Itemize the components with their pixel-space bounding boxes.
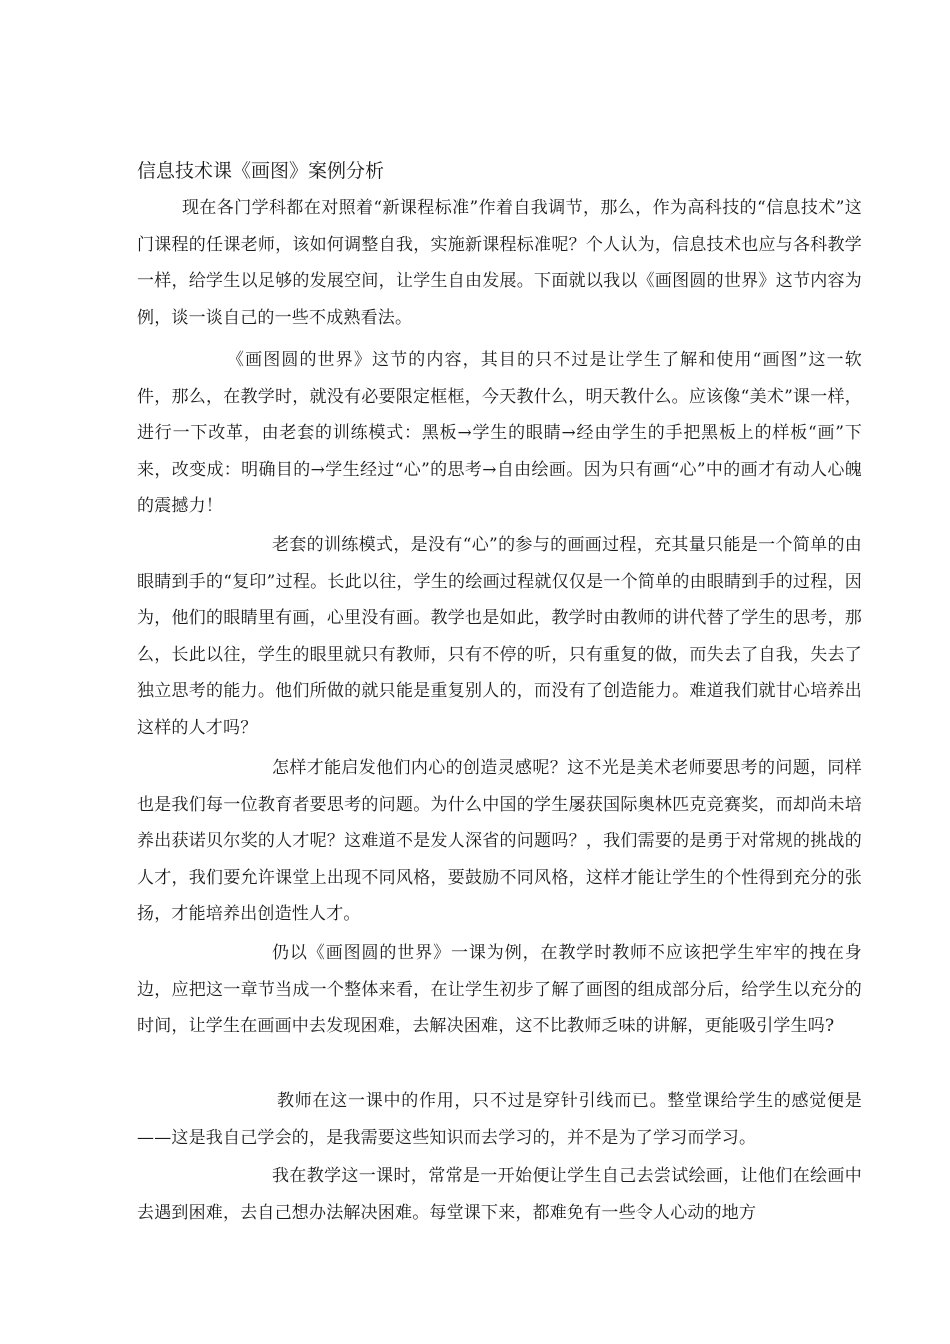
paragraph-6: 教师在这一课中的作用，只不过是穿针引线而已。整堂课给学生的感觉便是——这是我自己学会的，是我需要这些知识而去学习的，并不是为了学习而学习。: [137, 1091, 862, 1148]
paragraph-2: 《画图圆的世界》这节的内容，其目的只不过是让学生了解和使用“画图”这一软件，那么，在教学时，就没有必要限定框框，今天教什么，明天教什么。应该像“美术”课一样，进行一下改革，由老套的训练模式：黑板→学生的眼睛→经由学生的手把黑板上的样板“画”下来，改变成：明确目的→学生经过“心”的思考→自由绘画。因为只有画“心”中的画才有动人心魄的震撼力！: [137, 350, 862, 516]
paragraph-1: 现在各门学科都在对照着“新课程标准”作着自我调节，那么，作为高科技的“信息技术”这门课程的任课老师，该如何调整自我，实施新课程标准呢？个人认为，信息技术也应与各科教学一样，给学生以足够的发展空间，让学生自由发展。下面就以我以《画图圆的世界》这节内容为例，谈一谈自己的一些不成熟看法。: [137, 198, 862, 328]
document-title: 信息技术课《画图》案例分析: [137, 160, 385, 182]
paragraph-5: 仍以《画图圆的世界》一课为例，在教学时教师不应该把学生牢牢的拽在身边，应把这一章节当成一个整体来看，在让学生初步了解了画图的组成部分后，给学生以充分的时间，让学生在画画中去发现困难，去解决困难，这不比教师乏味的讲解，更能吸引学生吗?: [137, 943, 862, 1036]
paragraph-3: 老套的训练模式，是没有“心”的参与的画画过程，充其量只能是一个简单的由眼睛到手的“复印”过程。长此以往，学生的绘画过程就仅仅是一个简单的由眼睛到手的过程，因为，他们的眼睛里有画，心里没有画。教学也是如此，教学时由教师的讲代替了学生的思考，那么，长此以往，学生的眼里就只有教师，只有不停的听，只有重复的做，而失去了自我，失去了独立思考的能力。他们所做的就只能是重复别人的，而没有了创造能力。难道我们就甘心培养出这样的人才吗？: [137, 535, 862, 738]
paragraph-7: 我在教学这一课时，常常是一开始便让学生自己去尝试绘画，让他们在绘画中去遇到困难，去自己想办法解决困难。每堂课下来，都难免有一些令人心动的地方: [137, 1166, 862, 1223]
paragraph-4: 怎样才能启发他们内心的创造灵感呢？这不光是美术老师要思考的问题，同样也是我们每一位教育者要思考的问题。为什么中国的学生屡获国际奥林匹克竞赛奖，而却尚未培养出获诺贝尔奖的人才呢？这难道不是发人深省的问题吗？，我们需要的是勇于对常规的挑战的人才，我们要允许课堂上出现不同风格，要鼓励不同风格，这样才能让学生的个性得到充分的张扬，才能培养出创造性人才。: [137, 758, 862, 924]
